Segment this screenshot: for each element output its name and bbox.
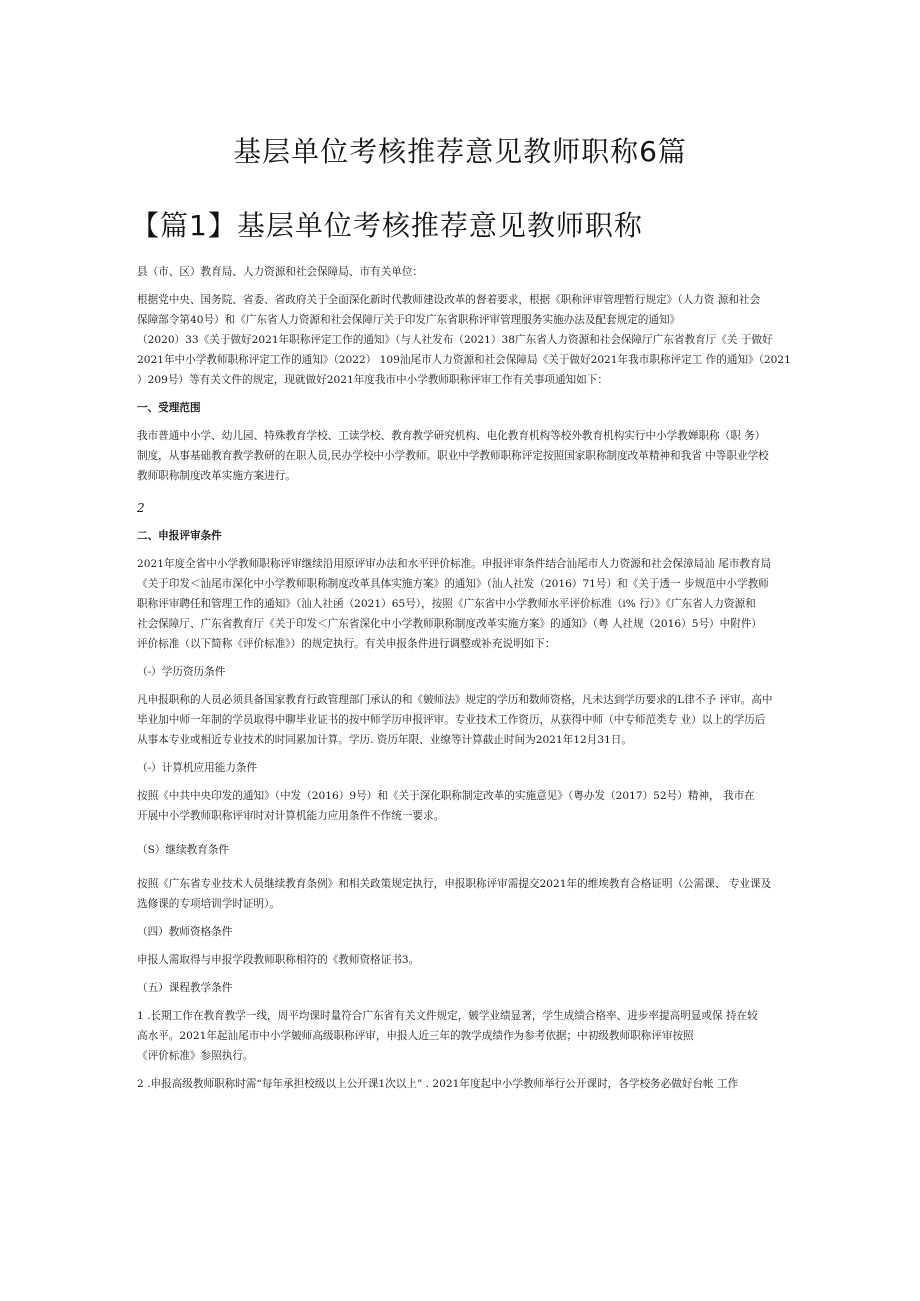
text-line: 社会保障厅、广东省教育厅《关于印发＜广东省深化中小学教师职称制度改革实施方案》的通知》（粤 人社规（2016）5号）中附件） — [137, 618, 763, 630]
section-paragraph — [137, 426, 787, 486]
text-line: 申报人需取得与申报学段教师职称相符的《教师资格证书3。 — [137, 954, 420, 966]
subsection-paragraph — [137, 950, 787, 970]
text-line: 根据党中央、国务院、省委、省政府关于全面深化新时代教师建设改革的督着要求，根据《职称评审管理暂行规定》（人力资 源和社会 — [137, 294, 761, 306]
text-line: 1 .长期工作在教育教学一线，周平均课时量符合广东省有关文件规定，皴学业绩显著，学生成绩合格率、进步率提高明显或保 持在较 — [137, 1010, 758, 1022]
text-line: ）209号）等有关文件的规定，现就做好2021年度我市中小学教师职称评审工作有关事项通知如下： — [137, 374, 608, 386]
page-mark: 2 — [137, 501, 145, 515]
section-title: 【篇1】基层单位考核推荐意见教师职称 — [131, 209, 643, 242]
text-line: 《评价标准》参照执行。 — [137, 1050, 254, 1062]
section-heading: 一、受理范围 — [137, 402, 201, 414]
text-line: 2021年度全省中小学教师职称评审继续沿用原评审办法和水平评价标准。申报评审条件结合汕尾市人力资源和社会保漳局汕 尾市教育局 — [137, 558, 772, 570]
text-line: 按照《中共中央印发的通知》（中发（2016）9号）和《关于深化职称制定改革的实施意见》（粤办发（2017）52号）精神， 我市在 — [137, 790, 755, 802]
addressee: 县（市、区）教育局、人力资源和社会保障局、市有关单位： — [137, 266, 424, 278]
text-line: 《关于印发＜汕尾市深化中小学教师职称制度改革具体实施方案》的通知》（汕人社发（2016）71号）和《关于透一 步规范中小学教师 — [137, 578, 769, 590]
subsection-paragraph — [137, 874, 787, 914]
subsection-heading: （四）教师资格条件 — [137, 926, 233, 938]
subsection-heading: （-）计算机应用能力条件 — [137, 762, 258, 774]
text-line: 制度，从事基础教育教学教研的在职人员,民办学校中小学教师。职业中学教师职称评定按照国家职称制度改革精神和我省 中等职业学校 — [137, 450, 769, 462]
text-line: 保障部令第40号）和《广东省人力资源和社会保障厅关于印发广东省职称评审管理服务实施办法及配套规定的通知》 — [137, 314, 681, 326]
text-line: 从事本专业或相近专业技术的时同累加计算。学历. 资历年限、业缭等计算截止时间为2021年12月31日。 — [137, 734, 632, 746]
section-paragraph — [137, 554, 787, 654]
document-title: 基层单位考核推荐意见教师职称6篇 — [233, 135, 687, 168]
text-line: 我市普通中小学、幼儿园、特殊教育学校、工读学校、教育教学研究机构、电化教育机构等校外教育机构实行中小学教婵职称（职 务） — [137, 430, 766, 442]
intro-paragraph — [137, 290, 791, 390]
text-line: 选修课的专项培训学时证明）。 — [137, 898, 281, 910]
text-line: 职称评审聘任和管理工作的通知》（汕人社函（2021）65号），按照《广东省中小学教师水平评价标准（i% 行）》《广东省人力资源和 — [137, 598, 756, 610]
text-line: 开展中小学教师职称评审时对计算机能力应用条件不作统一要求。 — [137, 810, 445, 822]
text-line: 高水平。2021年起汕尾市中小学皴师高级职称评审，申报人近三年的敦学成绩作为参考依据；中初级教师职称评审按照 — [137, 1030, 694, 1042]
subsection-heading: （-）学历资历条件 — [137, 666, 226, 678]
subsection-heading: （S）继续教育条件 — [137, 844, 230, 856]
text-line: 凡申报职称的人员必须具备国家教育行政管理部门承认的和《皴师法》规定的学历和数师资格，凡未达到学历要求的L律不予 评审。高中 — [137, 694, 773, 706]
subsection-heading: （五）课程教学条件 — [137, 982, 233, 994]
text-line: 评价标准（以下简称《评价标准》）的规定执行。有关申报条件进行调整或补充说明如下： — [137, 638, 556, 650]
text-line: 按照《广东省专业技术人员继续教育条例》和相关政策规定执行，申报职称评审需提交2021年的维埃教育合格证明（公需课、 专业课及 — [137, 878, 772, 890]
text-line: 2021年中小学教师职称评定工作的通知》（2022） 109汕尾市人力资源和社会保障局《关于做好2021年我市职称评定工 作的通知》（2021 — [137, 354, 791, 366]
text-line: 毕业加中师一年制的学员取得中聊毕业证书的按中师学历申报评审。专业技术工作资历，从获得中师（中专师范类专 业）以上的学历后 — [137, 714, 766, 726]
document-body — [137, 262, 791, 1094]
subsection-paragraph — [137, 786, 787, 826]
list-item: 2 .申报高级教师职称时需“每年承担校级以上公开课1次以上” . 2021年度起中小学教师举行公开课时，各学校务必做好台帐 工作 — [137, 1078, 739, 1090]
subsection-paragraph — [137, 1006, 787, 1066]
text-line: 教师职称制度改革实施方案进行。 — [137, 470, 296, 482]
section-heading: 二、申报评审条件 — [137, 530, 222, 542]
subsection-paragraph — [137, 690, 787, 750]
text-line: （2020）33《关于做好2021年职称评定工作的通知》（与人社发布（2021）38广东省人力资源和社会保障厅广东省教育厅《关 于做好 — [137, 334, 773, 346]
